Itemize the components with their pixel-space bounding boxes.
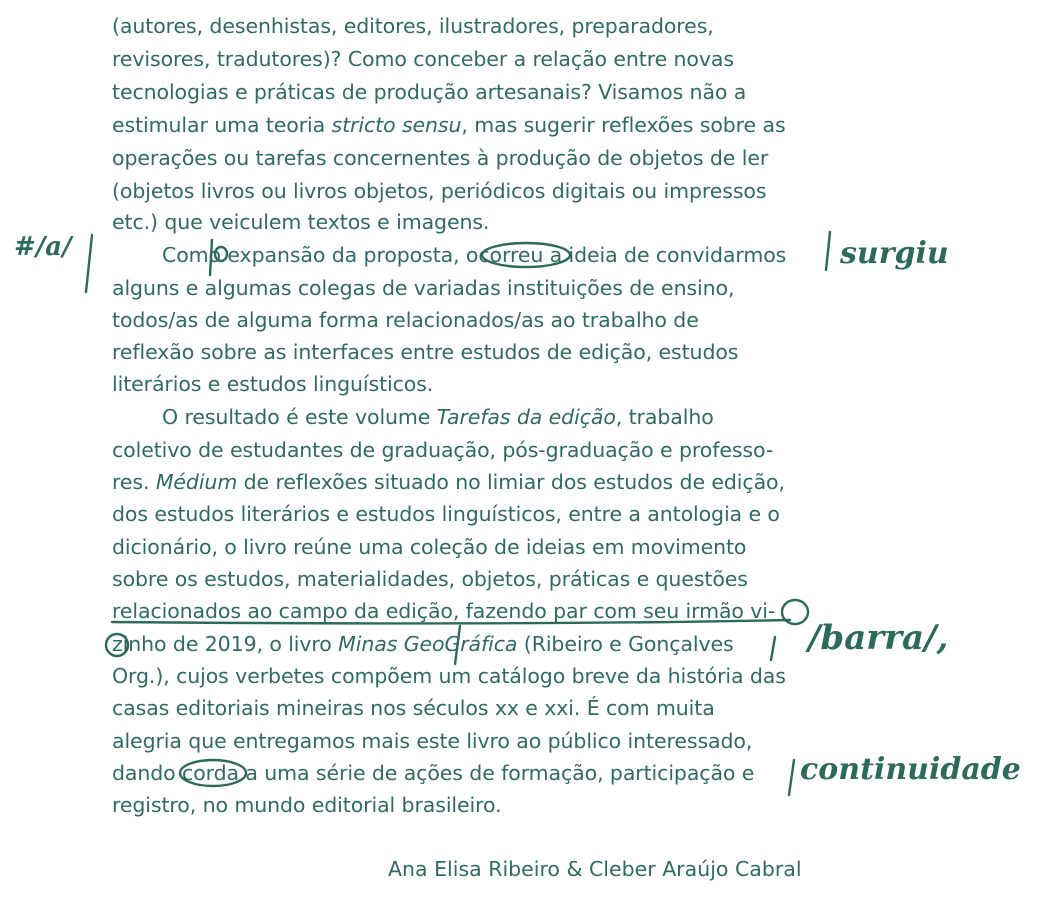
text-run: O resultado é este volume xyxy=(162,405,437,429)
italic-term: Médium xyxy=(155,470,238,494)
syllable-circle xyxy=(782,600,808,624)
text-run: , trabalho xyxy=(615,405,714,429)
annotation-indent-mark: #/a/ xyxy=(14,232,72,262)
text-line: dos estudos literários e estudos linguísticos, entre a antologia e o xyxy=(112,502,780,526)
text-run: (Ribeiro e Gonçalves xyxy=(517,632,734,656)
book-title: Tarefas da edição xyxy=(436,405,616,429)
text-run: zinho de 2019, o livro xyxy=(112,632,339,656)
text-line: (autores, desenhistas, editores, ilustradores, preparadores, xyxy=(112,14,714,38)
text-line: (objetos livros ou livros objetos, periódicos digitais ou impressos xyxy=(112,179,767,203)
text-line: sobre os estudos, materialidades, objetos, práticas e questões xyxy=(112,567,748,591)
text-run: , mas sugerir reflexões sobre as xyxy=(461,113,786,137)
margin-stroke xyxy=(826,232,830,270)
italic-term: stricto sensu xyxy=(331,113,462,137)
text-line: alegria que entregamos mais este livro ao público interessado, xyxy=(112,729,753,753)
signature: Ana Elisa Ribeiro & Cleber Araújo Cabral xyxy=(388,857,802,881)
annotation-barra: /barra/, xyxy=(808,618,949,658)
insert-mark xyxy=(771,637,775,660)
text-line xyxy=(112,111,786,140)
paragraph-start-line: Como expansão da proposta, ocorreu a ideia de convidarmos xyxy=(162,243,787,267)
text-line: coletivo de estudantes de graduação, pós-graduação e professo- xyxy=(112,438,774,462)
text-line: alguns e algumas colegas de variadas instituições de ensino, xyxy=(112,276,735,300)
text-run: res. xyxy=(112,470,156,494)
text-line: revisores, tradutores)? Como conceber a relação entre novas xyxy=(112,47,734,71)
text-line: tecnologias e práticas de produção artesanais? Visamos não a xyxy=(112,80,747,104)
text-line: dando corda a uma série de ações de formação, participação e xyxy=(112,761,755,785)
text-run: estimular uma teoria xyxy=(112,113,332,137)
text-line: literários e estudos linguísticos. xyxy=(112,372,434,396)
annotation-continuidade: continuidade xyxy=(800,752,1021,787)
text-line: etc.) que veiculem textos e imagens. xyxy=(112,210,490,234)
paragraph-start-line xyxy=(162,403,714,432)
text-line: relacionados ao campo da edição, fazendo par com seu irmão vi- xyxy=(112,599,776,623)
text-run: de reflexões situado no limiar dos estudos de edição, xyxy=(237,470,785,494)
text-line: reflexão sobre as interfaces entre estudos de edição, estudos xyxy=(112,340,739,364)
book-title: Minas GeoGráfica xyxy=(338,632,518,656)
text-line: registro, no mundo editorial brasileiro. xyxy=(112,793,502,817)
text-line xyxy=(112,468,785,497)
text-line xyxy=(112,630,734,659)
text-line: operações ou tarefas concernentes à produção de objetos de ler xyxy=(112,146,769,170)
text-line: todos/as de alguma forma relacionados/as ao trabalho de xyxy=(112,308,699,332)
annotation-surgiu: surgiu xyxy=(840,236,949,271)
text-line: Org.), cujos verbetes compõem um catálogo breve da história das xyxy=(112,664,786,688)
text-line: casas editoriais mineiras nos séculos xx e xxi. É com muita xyxy=(112,696,715,720)
margin-stroke xyxy=(86,235,92,292)
text-line: dicionário, o livro reúne uma coleção de ideias em movimento xyxy=(112,535,747,559)
margin-stroke xyxy=(789,760,794,795)
